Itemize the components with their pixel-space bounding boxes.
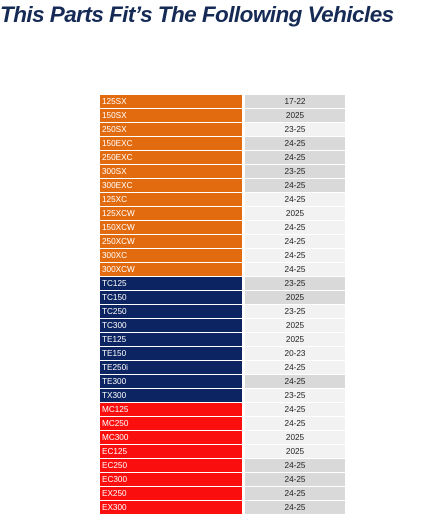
table-row bbox=[100, 389, 345, 403]
years-cell: 2025 bbox=[245, 291, 345, 305]
table-row bbox=[100, 319, 345, 333]
table-row bbox=[100, 123, 345, 137]
table-row bbox=[100, 249, 345, 263]
table-row bbox=[100, 347, 345, 361]
years-cell: 2025 bbox=[245, 333, 345, 347]
years-cell: 24-25 bbox=[245, 459, 345, 473]
model-cell: 300XC bbox=[100, 249, 242, 263]
table-row bbox=[100, 109, 345, 123]
page-title: This Parts Fit’s The Following Vehicles bbox=[0, 2, 394, 27]
table-row bbox=[100, 501, 345, 515]
years-cell: 23-25 bbox=[245, 389, 345, 403]
model-cell: TC150 bbox=[100, 291, 242, 305]
model-cell: 125XC bbox=[100, 193, 242, 207]
model-cell: EC250 bbox=[100, 459, 242, 473]
years-cell: 2025 bbox=[245, 431, 345, 445]
model-cell: TE150 bbox=[100, 347, 242, 361]
model-cell: 300XCW bbox=[100, 263, 242, 277]
years-cell: 24-25 bbox=[245, 473, 345, 487]
years-cell: 24-25 bbox=[245, 263, 345, 277]
years-cell: 2025 bbox=[245, 109, 345, 123]
table-row bbox=[100, 235, 345, 249]
model-cell: 125SX bbox=[100, 95, 242, 109]
table-row bbox=[100, 417, 345, 431]
years-cell: 24-25 bbox=[245, 417, 345, 431]
model-cell: 250SX bbox=[100, 123, 242, 137]
model-cell: 250XCW bbox=[100, 235, 242, 249]
model-cell: EC125 bbox=[100, 445, 242, 459]
vehicle-fitment-table bbox=[100, 95, 345, 515]
years-cell: 24-25 bbox=[245, 375, 345, 389]
table-row bbox=[100, 263, 345, 277]
table-row bbox=[100, 333, 345, 347]
model-cell: TC250 bbox=[100, 305, 242, 319]
years-cell: 24-25 bbox=[245, 249, 345, 263]
table-row bbox=[100, 221, 345, 235]
model-cell: 150EXC bbox=[100, 137, 242, 151]
years-cell: 24-25 bbox=[245, 501, 345, 515]
years-cell: 24-25 bbox=[245, 235, 345, 249]
model-cell: MC125 bbox=[100, 403, 242, 417]
table-row bbox=[100, 137, 345, 151]
years-cell: 17-22 bbox=[245, 95, 345, 109]
table-row bbox=[100, 151, 345, 165]
years-cell: 23-25 bbox=[245, 305, 345, 319]
model-cell: 300EXC bbox=[100, 179, 242, 193]
table-row bbox=[100, 207, 345, 221]
model-cell: MC300 bbox=[100, 431, 242, 445]
model-cell: 125XCW bbox=[100, 207, 242, 221]
years-cell: 24-25 bbox=[245, 193, 345, 207]
table-row bbox=[100, 431, 345, 445]
years-cell: 24-25 bbox=[245, 403, 345, 417]
model-cell: EX250 bbox=[100, 487, 242, 501]
years-cell: 24-25 bbox=[245, 221, 345, 235]
years-cell: 23-25 bbox=[245, 165, 345, 179]
table-row bbox=[100, 193, 345, 207]
years-cell: 24-25 bbox=[245, 487, 345, 501]
table-row bbox=[100, 375, 345, 389]
years-cell: 24-25 bbox=[245, 137, 345, 151]
model-cell: EC300 bbox=[100, 473, 242, 487]
years-cell: 20-23 bbox=[245, 347, 345, 361]
model-cell: TC300 bbox=[100, 319, 242, 333]
table-row bbox=[100, 459, 345, 473]
table-row bbox=[100, 445, 345, 459]
table-row bbox=[100, 179, 345, 193]
table-row bbox=[100, 95, 345, 109]
model-cell: 300SX bbox=[100, 165, 242, 179]
years-cell: 24-25 bbox=[245, 151, 345, 165]
model-cell: 250EXC bbox=[100, 151, 242, 165]
fitment-table-body bbox=[100, 95, 345, 515]
table-row bbox=[100, 291, 345, 305]
table-row bbox=[100, 487, 345, 501]
years-cell: 2025 bbox=[245, 319, 345, 333]
table-row bbox=[100, 277, 345, 291]
model-cell: EX300 bbox=[100, 501, 242, 515]
years-cell: 23-25 bbox=[245, 123, 345, 137]
table-row bbox=[100, 361, 345, 375]
model-cell: MC250 bbox=[100, 417, 242, 431]
table-row bbox=[100, 403, 345, 417]
years-cell: 2025 bbox=[245, 445, 345, 459]
table-row bbox=[100, 305, 345, 319]
model-cell: TX300 bbox=[100, 389, 242, 403]
years-cell: 24-25 bbox=[245, 179, 345, 193]
model-cell: 150SX bbox=[100, 109, 242, 123]
table-row bbox=[100, 473, 345, 487]
model-cell: TC125 bbox=[100, 277, 242, 291]
years-cell: 24-25 bbox=[245, 361, 345, 375]
model-cell: 150XCW bbox=[100, 221, 242, 235]
years-cell: 23-25 bbox=[245, 277, 345, 291]
table-row bbox=[100, 165, 345, 179]
years-cell: 2025 bbox=[245, 207, 345, 221]
model-cell: TE250i bbox=[100, 361, 242, 375]
model-cell: TE125 bbox=[100, 333, 242, 347]
model-cell: TE300 bbox=[100, 375, 242, 389]
